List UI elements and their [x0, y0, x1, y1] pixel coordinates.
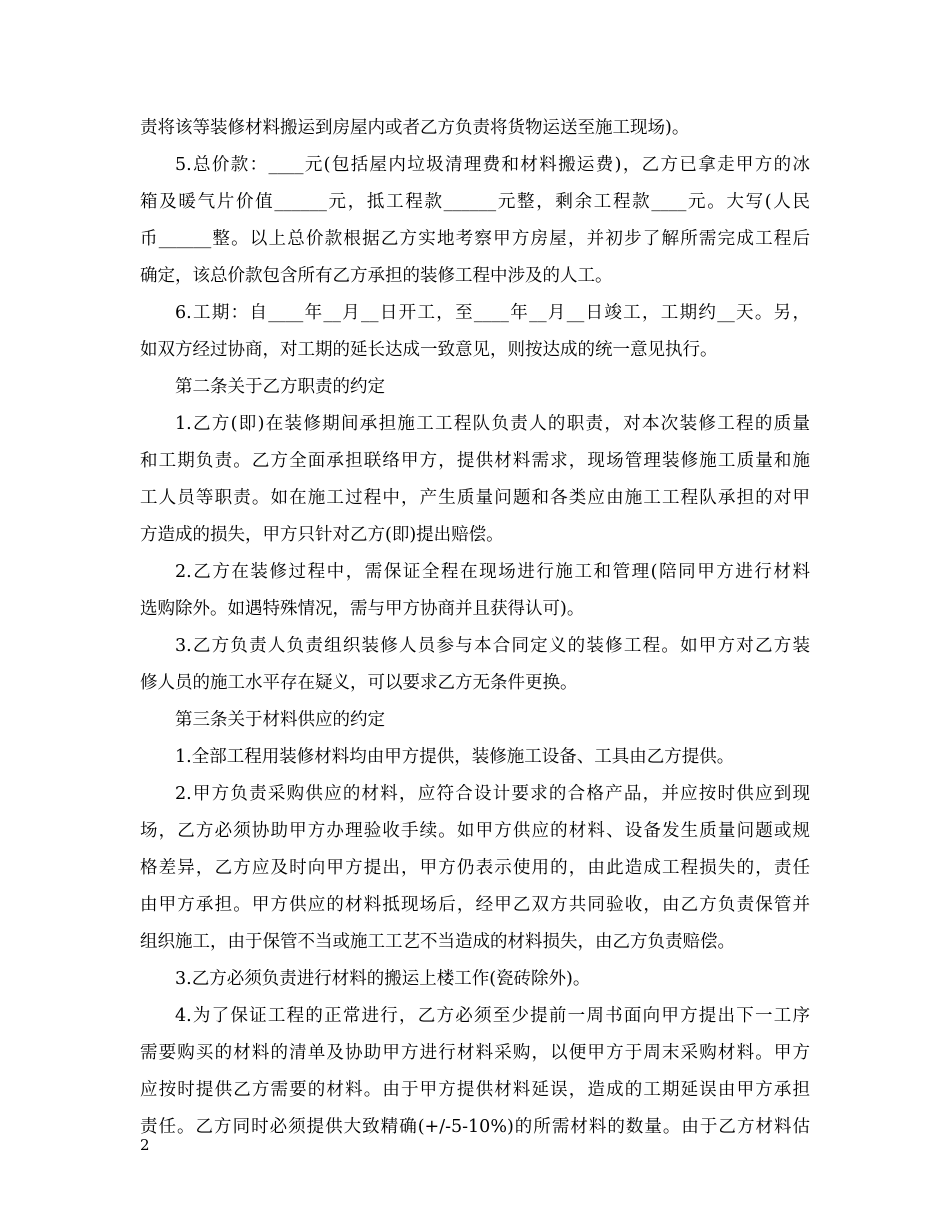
- text-line: 工人员等职责。如在施工过程中，产生质量问题和各类应由施工工程队承担的对甲: [140, 488, 810, 508]
- text-line: 6.工期：自____年__月__日开工，至____年__月__日竣工，工期约__天。另，: [175, 303, 810, 323]
- text-line: 场，乙方必须协助甲方办理验收手续。如甲方供应的材料、设备发生质量问题或规: [140, 821, 810, 841]
- text-line: 第三条关于材料供应的约定: [175, 710, 385, 730]
- text-line: 3.乙方负责人负责组织装修人员参与本合同定义的装修工程。如甲方对乙方装: [175, 636, 810, 656]
- text-line: 责将该等装修材料搬运到房屋内或者乙方负责将货物运送至施工现场)。: [140, 118, 690, 138]
- text-line: 确定，该总价款包含所有乙方承担的装修工程中涉及的人工。: [140, 266, 613, 286]
- text-line: 如双方经过协商，对工期的延长达成一致意见，则按达成的统一意见执行。: [140, 340, 718, 360]
- text-line: 需要购买的材料的清单及协助甲方进行材料采购，以便甲方于周末采购材料。甲方: [140, 1043, 810, 1063]
- text-line: 币______整。以上总价款根据乙方实地考察甲方房屋，并初步了解所需完成工程后: [140, 229, 810, 249]
- text-line: 和工期负责。乙方全面承担联络甲方，提供材料需求，现场管理装修施工质量和施: [140, 451, 810, 471]
- text-line: 应按时提供乙方需要的材料。由于甲方提供材料延误，造成的工期延误由甲方承担: [140, 1080, 810, 1100]
- text-line: 2.甲方负责采购供应的材料，应符合设计要求的合格产品，并应按时供应到现: [175, 784, 810, 804]
- text-line: 2.乙方在装修过程中，需保证全程在现场进行施工和管理(陪同甲方进行材料: [175, 562, 810, 582]
- text-line: 方造成的损失，甲方只针对乙方(即)提出赔偿。: [140, 525, 504, 545]
- text-line: 选购除外。如遇特殊情况，需与甲方协商并且获得认可)。: [140, 599, 585, 619]
- text-line: 由甲方承担。甲方供应的材料抵现场后，经甲乙双方共同验收，由乙方负责保管并: [140, 895, 810, 915]
- text-line: 1.全部工程用装修材料均由甲方提供，装修施工设备、工具由乙方提供。: [175, 747, 735, 767]
- text-line: 5.总价款：____元(包括屋内垃圾清理费和材料搬运费)，乙方已拿走甲方的冰: [175, 155, 810, 175]
- text-line: 3.乙方必须负责进行材料的搬运上楼工作(瓷砖除外)。: [175, 969, 591, 989]
- text-line: 4.为了保证工程的正常进行，乙方必须至少提前一周书面向甲方提出下一工序: [175, 1006, 810, 1026]
- page-number: 2: [140, 1136, 150, 1154]
- document-body: [140, 110, 810, 1146]
- text-line: 箱及暖气片价值______元，抵工程款______元整，剩余工程款____元。大写(人民: [140, 192, 810, 212]
- text-line: 格差异，乙方应及时向甲方提出，甲方仍表示使用的，由此造成工程损失的，责任: [140, 858, 810, 878]
- text-line: 1.乙方(即)在装修期间承担施工工程队负责人的职责，对本次装修工程的质量: [175, 414, 810, 434]
- text-line: 第二条关于乙方职责的约定: [175, 377, 385, 397]
- text-line: 修人员的施工水平存在疑义，可以要求乙方无条件更换。: [140, 673, 578, 693]
- text-line: 责任。乙方同时必须提供大致精确(+/-5-10%)的所需材料的数量。由于乙方材料估: [140, 1117, 810, 1137]
- text-line: 组织施工，由于保管不当或施工工艺不当造成的材料损失，由乙方负责赔偿。: [140, 932, 735, 952]
